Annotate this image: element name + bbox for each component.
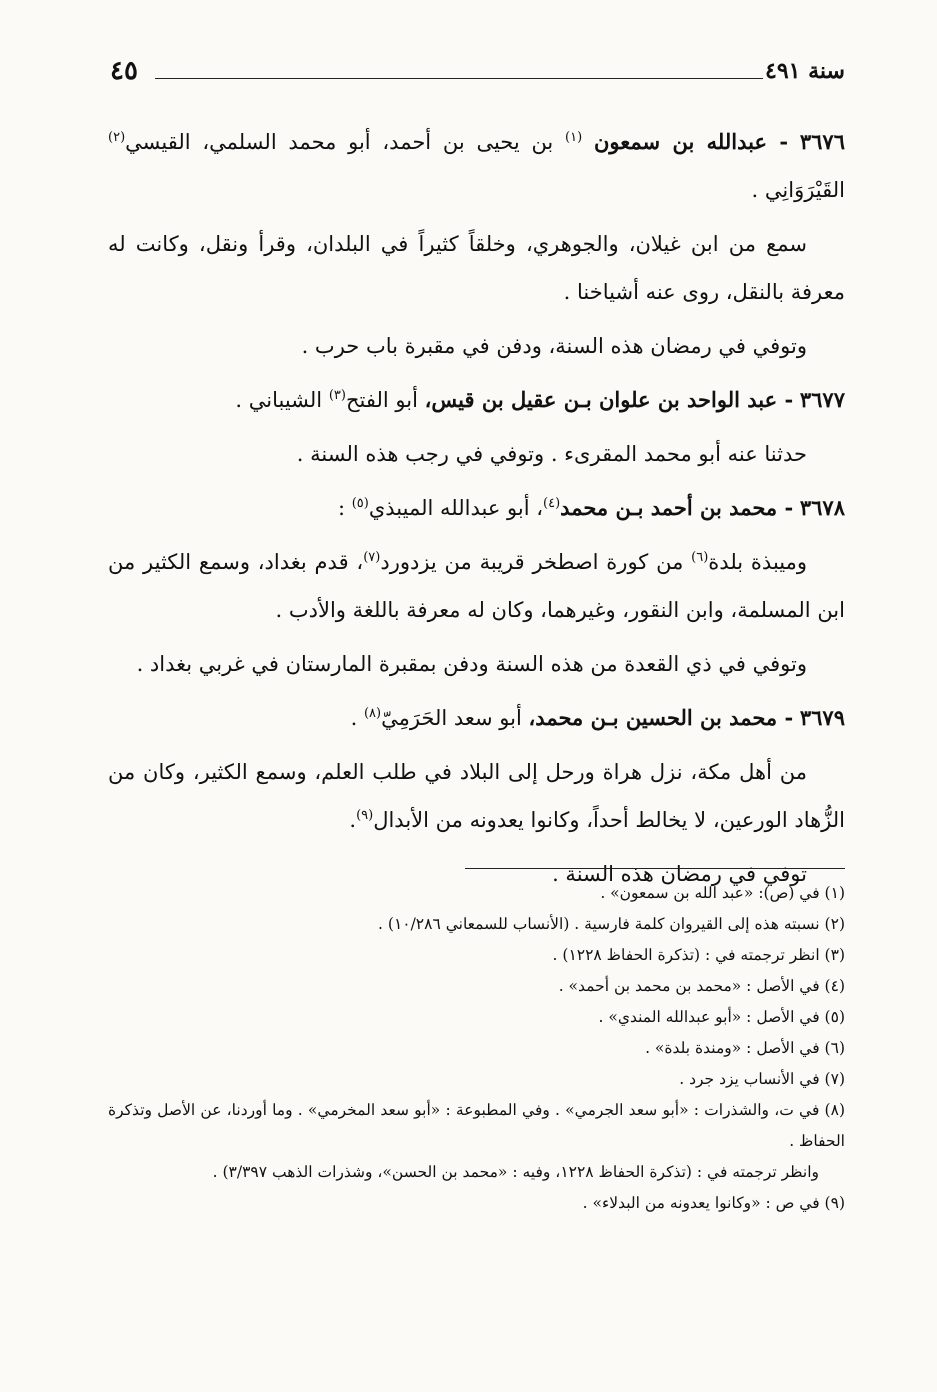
entry-name: عبد الواحد بن علوان بـن عقيل بن قيس، [424,387,778,412]
entry-lineage: بن يحيى بن أحمد، أبو محمد السلمي، القيسي [125,130,554,154]
footnote: (٥) في الأصل : «أبو عبدالله المندي» . [598,1008,845,1026]
footnote-continuation: وانظر ترجمته في : (تذكرة الحفاظ ١٢٢٨، وفيه : «محمد بن الحسن»، وشذرات الذهب ٣/٣٩٧) . [212,1163,819,1181]
header-rule [155,78,763,79]
entry-nisba: القَيْرَوَانِي . [751,178,845,202]
paragraph: وتوفي في ذي القعدة من هذه السنة ودفن بمقبرة المارستان في غربي بغداد . [136,652,807,676]
page-header [110,56,845,96]
footnote-ref: (٥) [351,496,369,511]
entry-kunya: أبو الفتح [345,388,418,412]
paragraph-text: ، قدم بغداد، وسمع الكثير من ابن المسلمة، وابن النقور، وغيرهما، وكان له معرفة باللغة والأدب . [108,550,845,622]
entry-kunya: أبو سعد الحَرَمِيّ [381,706,522,730]
footnote-ref: (٩) [356,808,374,823]
paragraph: وتوفي في رمضان هذه السنة، ودفن في مقبرة باب حرب . [301,334,807,358]
footnote: (١) في (ص): «عبد الله بن سمعون» . [600,884,845,902]
entry-3677-heading: ٣٦٧٧ - عبد الواحد بن علوان بـن عقيل بن قيس، أبو الفتح$^{(٣)}$ الشيباني . [235,387,845,412]
footnote: (٤) في الأصل : «محمد بن محمد بن أحمد» . [558,977,845,995]
entry-3678-heading: ٣٦٧٨ - محمد بن أحمد بـن محمد$^{(٤)}$، أبو عبدالله الميبذي$^{(٥)}$ : [337,495,845,520]
footnote-ref: (٧) [363,550,381,565]
entry-end: . [350,706,358,730]
paragraph [108,748,845,844]
entry-nisba: الشيباني . [235,388,323,412]
paragraph: حدثنا عنه أبو محمد المقرىء . وتوفي في رجب هذه السنة . [296,442,807,466]
paragraph-text: وميبذة بلدة [708,550,808,574]
footnotes [108,878,845,1219]
entry-number: ٣٦٧٩ [799,705,845,730]
year-title: سنة ٤٩١ [765,58,845,84]
entry-3679-heading: ٣٦٧٩ - محمد بن الحسين بـن محمد، أبو سعد الحَرَمِيّ$^{(٨)}$ . [350,705,845,730]
entry-kunya: ، أبو عبدالله الميبذي [368,496,544,520]
entry-name: محمد بن الحسين بـن محمد، [528,705,778,730]
footnote-ref: (٤) [543,496,561,511]
paragraph-text: من أهل مكة، نزل هراة ورحل إلى البلاد في طلب العلم، وسمع الكثير، وكان من الزُّهاد الورعين، لا يخالط أحداً، وكانوا يعدونه من الأبدال [108,760,845,832]
footnote-rule [465,868,845,869]
entry-name: محمد بن أحمد بـن محمد [560,495,778,520]
paragraph: توفي في رمضان هذه السنة . [552,862,807,886]
footnote: (٨) في ت، والشذرات : «أبو سعد الجرمي» . وفي المطبوعة : «أبو سعد المخرمي» . وما أوردنا، عن الأصل وتذكرة الحفاظ . [108,1101,845,1150]
main-text [108,118,845,904]
entry-number: ٣٦٧٧ [799,387,845,412]
footnote-ref: (١) [565,130,583,145]
footnote: (٦) في الأصل : «ومندة بلدة» . [645,1039,845,1057]
page-number: ٤٥ [110,56,138,86]
footnote: (٩) في ص : «وكانوا يعدونه من البدلاء» . [582,1194,845,1212]
footnote: (٢) نسبته هذه إلى القيروان كلمة فارسية . (الأنساب للسمعاني ١٠/٢٨٦) . [378,915,845,933]
paragraph-text: من كورة اصطخر قريبة من يزدورد [380,550,684,574]
entry-number: ٣٦٧٦ [799,129,845,154]
paragraph-text: . [349,808,357,832]
entry-colon: : [337,496,346,520]
entry-number: ٣٦٧٨ [799,495,845,520]
entry-3676-heading: ٣٦٧٦ - عبدالله بن سمعون $^{(١)}$ بن يحيى بن أحمد، أبو محمد السلمي، القيسي$^{(٢)}$ القَيْرَوَانِي . [108,129,845,202]
paragraph [108,538,845,634]
footnote-ref: (٨) [363,706,382,721]
paragraph: سمع من ابن غيلان، والجوهري، وخلقاً كثيراً في البلدان، وقرأ ونقل، وكانت له معرفة بالنقل، روى عنه أشياخنا . [108,232,845,304]
footnote: (٧) في الأنساب يزد جرد . [679,1070,845,1088]
footnote-ref: (٢) [108,130,126,145]
entry-name: عبدالله بن سمعون [593,129,768,154]
footnote-ref: (٦) [691,550,709,565]
footnote-ref: (٣) [328,388,346,403]
footnote: (٣) انظر ترجمته في : (تذكرة الحفاظ ١٢٢٨) . [552,946,845,964]
